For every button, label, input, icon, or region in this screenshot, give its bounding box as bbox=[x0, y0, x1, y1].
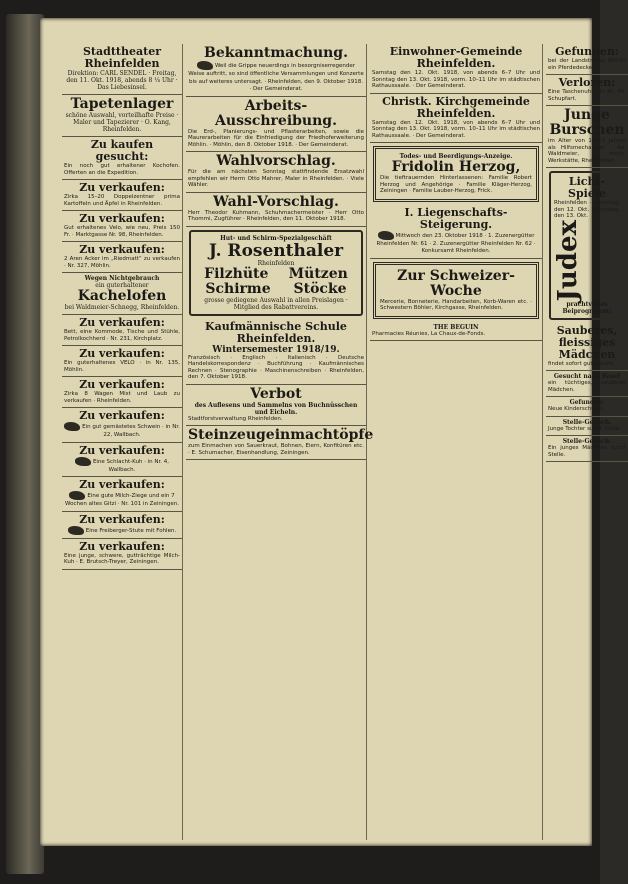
ad-junge-burschen: Junge Burschen im Alter von 16–17 Jahren als Hilfsmechaniker · Ad. Waldmeier, mech. Werkstätte, Rheinfelden. bbox=[546, 106, 628, 168]
ad-verloren-taschenuhr: Verloren: Eine Taschenuhr · In Nr. 46, Schupfart. bbox=[546, 75, 628, 106]
pig-icon bbox=[64, 422, 80, 431]
ad-verbot: Verbot des Auflesens und Sammelns von Buchnüsschen und Eicheln. Stadtforstverwaltung Rheinfelden. bbox=[186, 385, 366, 427]
ad-kaufen-gesucht: Zu kaufen gesucht: Ein noch gut erhaltener Kochofen. Offerten an die Expedition. bbox=[62, 137, 182, 180]
ad-wahl-vorschlag: Wahl-Vorschlag. Herr Theodor Kuhmann, Schuhmachermeister · Herr Otto Thommi, Zugführer · Rheinfelden, den 11. Oktober 1918. bbox=[186, 193, 366, 227]
ad-einwohner-gemeinde: Einwohner-Gemeinde Rheinfelden. Samstag den 12. Okt. 1918, von abends 6–7 Uhr und Sonntag den 13. Okt. 1918, vorm. 10–11 Uhr im städtischen Rathaussaale. · Der Gemeinderat. bbox=[370, 44, 542, 94]
ad-verkaufen-schwein: Zu verkaufen: Ein gut gemästetes Schwein · in Nr. 22, Wallbach. bbox=[62, 408, 182, 443]
ad-verkaufen-kuh: Zu verkaufen: Eine Schlacht-Kuh · in Nr. 4, Wallbach. bbox=[62, 443, 182, 478]
column-3 bbox=[370, 44, 543, 840]
ad-verkaufen-acker: Zu verkaufen: 2 Aren Acker im „Riedmatt“ zu verkaufen · Nr. 327, Möhlin. bbox=[62, 242, 182, 273]
horse-icon bbox=[68, 526, 84, 535]
ad-todesanzeige: Todes- und Beerdigungs-Anzeige. Fridolin Herzog, Die tieftrauernden Hinterlassenen: Familie Robert Herzog und Angehörige · Familie Kläger-Herzog, Zeiningen · Familie Lauber-Herzog, Frick. bbox=[373, 146, 539, 202]
column-2 bbox=[186, 44, 374, 840]
ad-stelle-gesuch-1: Stelle-Gesuch. Junge Tochter sucht Stelle. bbox=[546, 417, 628, 437]
ad-verkaufen-velo: Zu verkaufen: Gut erhaltenes Velo, wie neu, Preis 150 Fr. · Marktgasse Nr. 98, Rheinfelden. bbox=[62, 211, 182, 242]
ad-verkaufen-kartoffeln: Zu verkaufen: Zirka 15–20 Doppelzentner prima Kartoffeln und Äpfel in Rheinfelden. bbox=[62, 180, 182, 211]
ad-steinzeug: Steinzeugeinmachtöpfe zum Einmachen von Sauerkraut, Bohnen, Eiern, Konfitüren etc. · E. Schumacher, Eisenhandlung, Zeiningen. bbox=[186, 426, 366, 460]
ad-arbeits-ausschreibung: Arbeits-Ausschreibung. Die Erd-, Planierungs- und Pflasterarbeiten, sowie die Maurerarbeiten für die Einfriedigung der Friedhoferweiterung Möhlin. · Möhlin, den 8. Oktober 1918. · Der Gemeinderat. bbox=[186, 97, 366, 153]
ad-gefunden-kinderschuhe: Gefunden: Neue Kinderschuhe. bbox=[546, 397, 628, 417]
ad-bekanntmachung: Bekanntmachung. Weil die Grippe neuerdings in besorgniserregender Weise auftritt, so sind öffentliche Versammlungen und Konzerte bis auf weiteres untersagt. · Rheinfelden, den 9. Oktober 1918. · Der Gemeinderat. bbox=[186, 44, 366, 97]
book-spine-edge bbox=[6, 14, 44, 874]
newspaper-page bbox=[40, 18, 626, 846]
ad-verkaufen-ziege: Zu verkaufen: Eine gute Milch-Ziege und ein 7 Wochen altes Gitzi · Nr. 101 in Zeiningen. bbox=[62, 477, 182, 512]
judex-title: Judex bbox=[553, 219, 583, 301]
ad-kachelofen: Wegen Nichtgebrauch ein guterhaltener Kachelofen bei Waldmeier-Schnegg, Rheinfelden. bbox=[62, 273, 182, 315]
ad-maedchen: Sauberes, fleissiges Mädchen findet sofort gute Stelle. bbox=[546, 323, 628, 372]
ad-schweizer-woche: Zur Schweizer-Woche Mercerie, Bonneterie, Handarbeiten, Korb-Waren etc. · Schwestern Böhler, Kirchgasse, Rheinfelden. bbox=[373, 262, 539, 319]
ad-liegenschafts-steigerung: I. Liegenschafts-Steigerung. Mittwoch den 23. Oktober 1918 · 1. Zuzenergütter Rheinfelden Nr. 61 · 2. Zuzenergütter Rheinfelden Nr. 62 · Konkursamt Rheinfelden. bbox=[370, 205, 542, 259]
column-1 bbox=[62, 44, 183, 840]
ad-licht-spiele: Licht-Spiele Rheinfelden · Samstag, den 12. Okt. · Sonntag, den 13. Okt. Judex prachtvolles Beiprogramm! bbox=[549, 171, 625, 320]
rosenthaler-items-row-1: Filzhüte Mützen bbox=[204, 265, 348, 282]
ad-verkaufen-mist: Zu verkaufen: Zirka 8 Wagen Mist und Laub zu verkaufen · Rheinfelden. bbox=[62, 377, 182, 408]
ad-verkaufen-velo-moehlin: Zu verkaufen: Ein guterhaltenes VELO · in Nr. 135, Möhlin. bbox=[62, 346, 182, 377]
ad-the-beguin: THE BEGUIN Pharmacies Réunies, La Chaux-de-Fonds. bbox=[370, 322, 542, 342]
ad-christk-kirchgemeinde: Christk. Kirchgemeinde Rheinfelden. Samstag den 12. Okt. 1918, von abends 6–7 Uhr und Sonntag den 13. Okt. 1918, vorm. 10–11 Uhr im städtischen Rathaussaale. · Der Gemeinderat. bbox=[370, 94, 542, 144]
rosenthaler-items-row-2: Schirme Stöcke bbox=[205, 280, 347, 297]
column-4 bbox=[546, 44, 628, 840]
ad-theater: Stadttheater Rheinfelden Direktion: CARL SENDEL · Freitag, den 11. Okt. 1918, abends 8 ¼ Uhr · Das Liebesinsel. bbox=[62, 44, 182, 95]
ad-stelle-gesuch-2: Stelle-Gesuch. Ein junges Mädchen sucht Stelle. bbox=[546, 436, 628, 462]
ad-gefunden-pferdedecke: Gefunden: bei der Landstrasse Möhlin ein Pferdedecke. bbox=[546, 44, 628, 75]
ad-tapetenlager: Tapetenlager schöne Auswahl, vorteilhafte Preise · Maler und Tapezierer · O. Kang, Rheinfelden. bbox=[62, 95, 182, 137]
ad-verkaufen-stute: Zu verkaufen: Eine Freiberger-Stute mit Fohlen. bbox=[62, 512, 182, 539]
goat-icon bbox=[69, 491, 85, 500]
ad-wahlvorschlag: Wahlvorschlag. Für die am nächsten Sonntag stattfindende Ersatzwahl empfehlen wir Herrn Otto Mahrer, Maler in Rheinfelden. · Viele Wähler. bbox=[186, 152, 366, 193]
ad-kaufmaennische-schule: Kaufmännische Schule Rheinfelden. Wintersemester 1918/19. Französisch · Englisch · Italienisch · Deutsche Handelskorrespondenz · Buchführung · Kaufmännisches Rechnen · Stenographie · Maschinenschreiben · Rheinfelden, den 7. Oktober 1918. bbox=[186, 319, 366, 385]
ad-gesucht-basel: Gesucht nach Basel ein tüchtiges, sauberes Mädchen. bbox=[546, 371, 628, 397]
ad-rosenthaler: Hut- und Schirm-Spezialgeschäft J. Rosenthaler Rheinfelden Filzhüte Mützen Schirme Stöcke grosse gediegene Auswahl in allen Preislagen · Mitglied des Rabattvereins. bbox=[189, 230, 363, 316]
cow-icon bbox=[75, 457, 91, 466]
ad-verkaufen-moebel: Zu verkaufen: Bett, eine Kommode, Tische und Stühle, Petrolkochherd · Nr. 231, Kirchplatz. bbox=[62, 315, 182, 346]
pointing-hand-icon bbox=[197, 61, 213, 70]
house-icon bbox=[378, 231, 394, 240]
ad-verkaufen-milchkuh: Zu verkaufen: Eine junge, schwere, gutträchtige Milch-Kuh · E. Brutsch-Treyer, Zeiningen. bbox=[62, 539, 182, 570]
